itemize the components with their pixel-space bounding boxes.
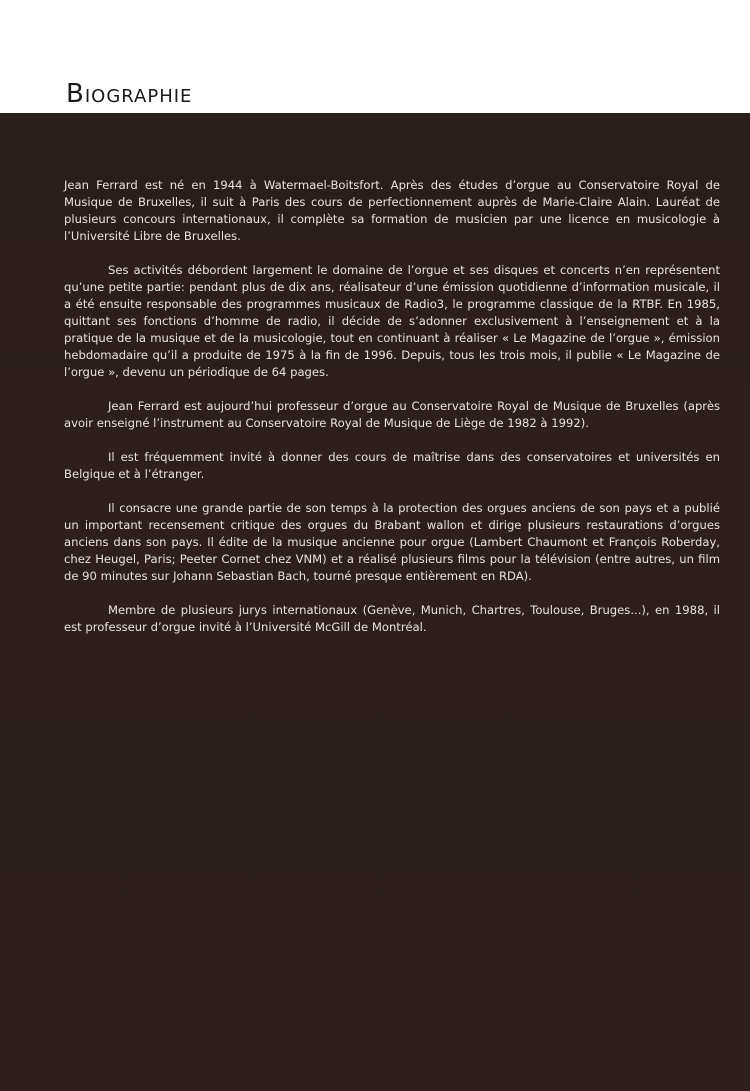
bio-paragraph: Membre de plusieurs jurys internationaux (Genève, Munich, Chartres, Toulouse, Bruges...), en 1988, il est professeur d’orgue invité à l’Université McGill de Montréal. [64,603,720,634]
page-header [0,0,750,113]
bio-paragraph: Ses activités débordent largement le domaine de l’orgue et ses disques et concerts n’en représentent qu’une petite partie: pendant plus de dix ans, réalisateur d’une émission quotidienne d’information musicale, il a été ensuite responsable des programmes musicaux de Radio3, le programme classique de la RTBF. En 1985, quittant ses fonctions d’homme de radio, il décide de s’adonner exclusivement à l’enseignement et à la pratique de la musique et de la musicologie, tout en continuant à réaliser « Le Magazine de l’orgue », émission hebdomadaire qu’il a produite de 1975 à la fin de 1996. Depuis, tous les trois mois, il publie « Le Magazine de l’orgue », devenu un périodique de 64 pages. [64,263,720,379]
biography-text [64,177,720,653]
bio-paragraph: Jean Ferrard est aujourd’hui professeur d’orgue au Conservatoire Royal de Musique de Bruxelles (après avoir enseigné l’instrument au Conservatoire Royal de Musique de Liège de 1982 à 1992). [64,399,720,430]
bio-paragraph: Il est fréquemment invité à donner des cours de maîtrise dans des conservatoires et universités en Belgique et à l’étranger. [64,450,720,481]
bio-paragraph: Il consacre une grande partie de son temps à la protection des orgues anciens de son pays et a publié un important recensement critique des orgues du Brabant wallon et dirige plusieurs restaurations d’orgues anciens dans son pays. Il édite de la musique ancienne pour orgue (Lambert Chaumont et François Roberday, chez Heugel, Paris; Peeter Cornet chez VNM) et a réalisé plusieurs films pour la télévision (entre autres, un film de 90 minutes sur Johann Sebastian Bach, tourné presque entièrement en RDA). [64,501,720,583]
page-title: Biographie [66,79,193,109]
bio-paragraph: Jean Ferrard est né en 1944 à Watermael-Boitsfort. Après des études d’orgue au Conservatoire Royal de Musique de Bruxelles, il suit à Paris des cours de perfectionnement auprès de Marie-Claire Alain. Lauréat de plusieurs concours internationaux, il complète sa formation de musicien par une licence en musicologie à l’Université Libre de Bruxelles. [64,178,720,243]
